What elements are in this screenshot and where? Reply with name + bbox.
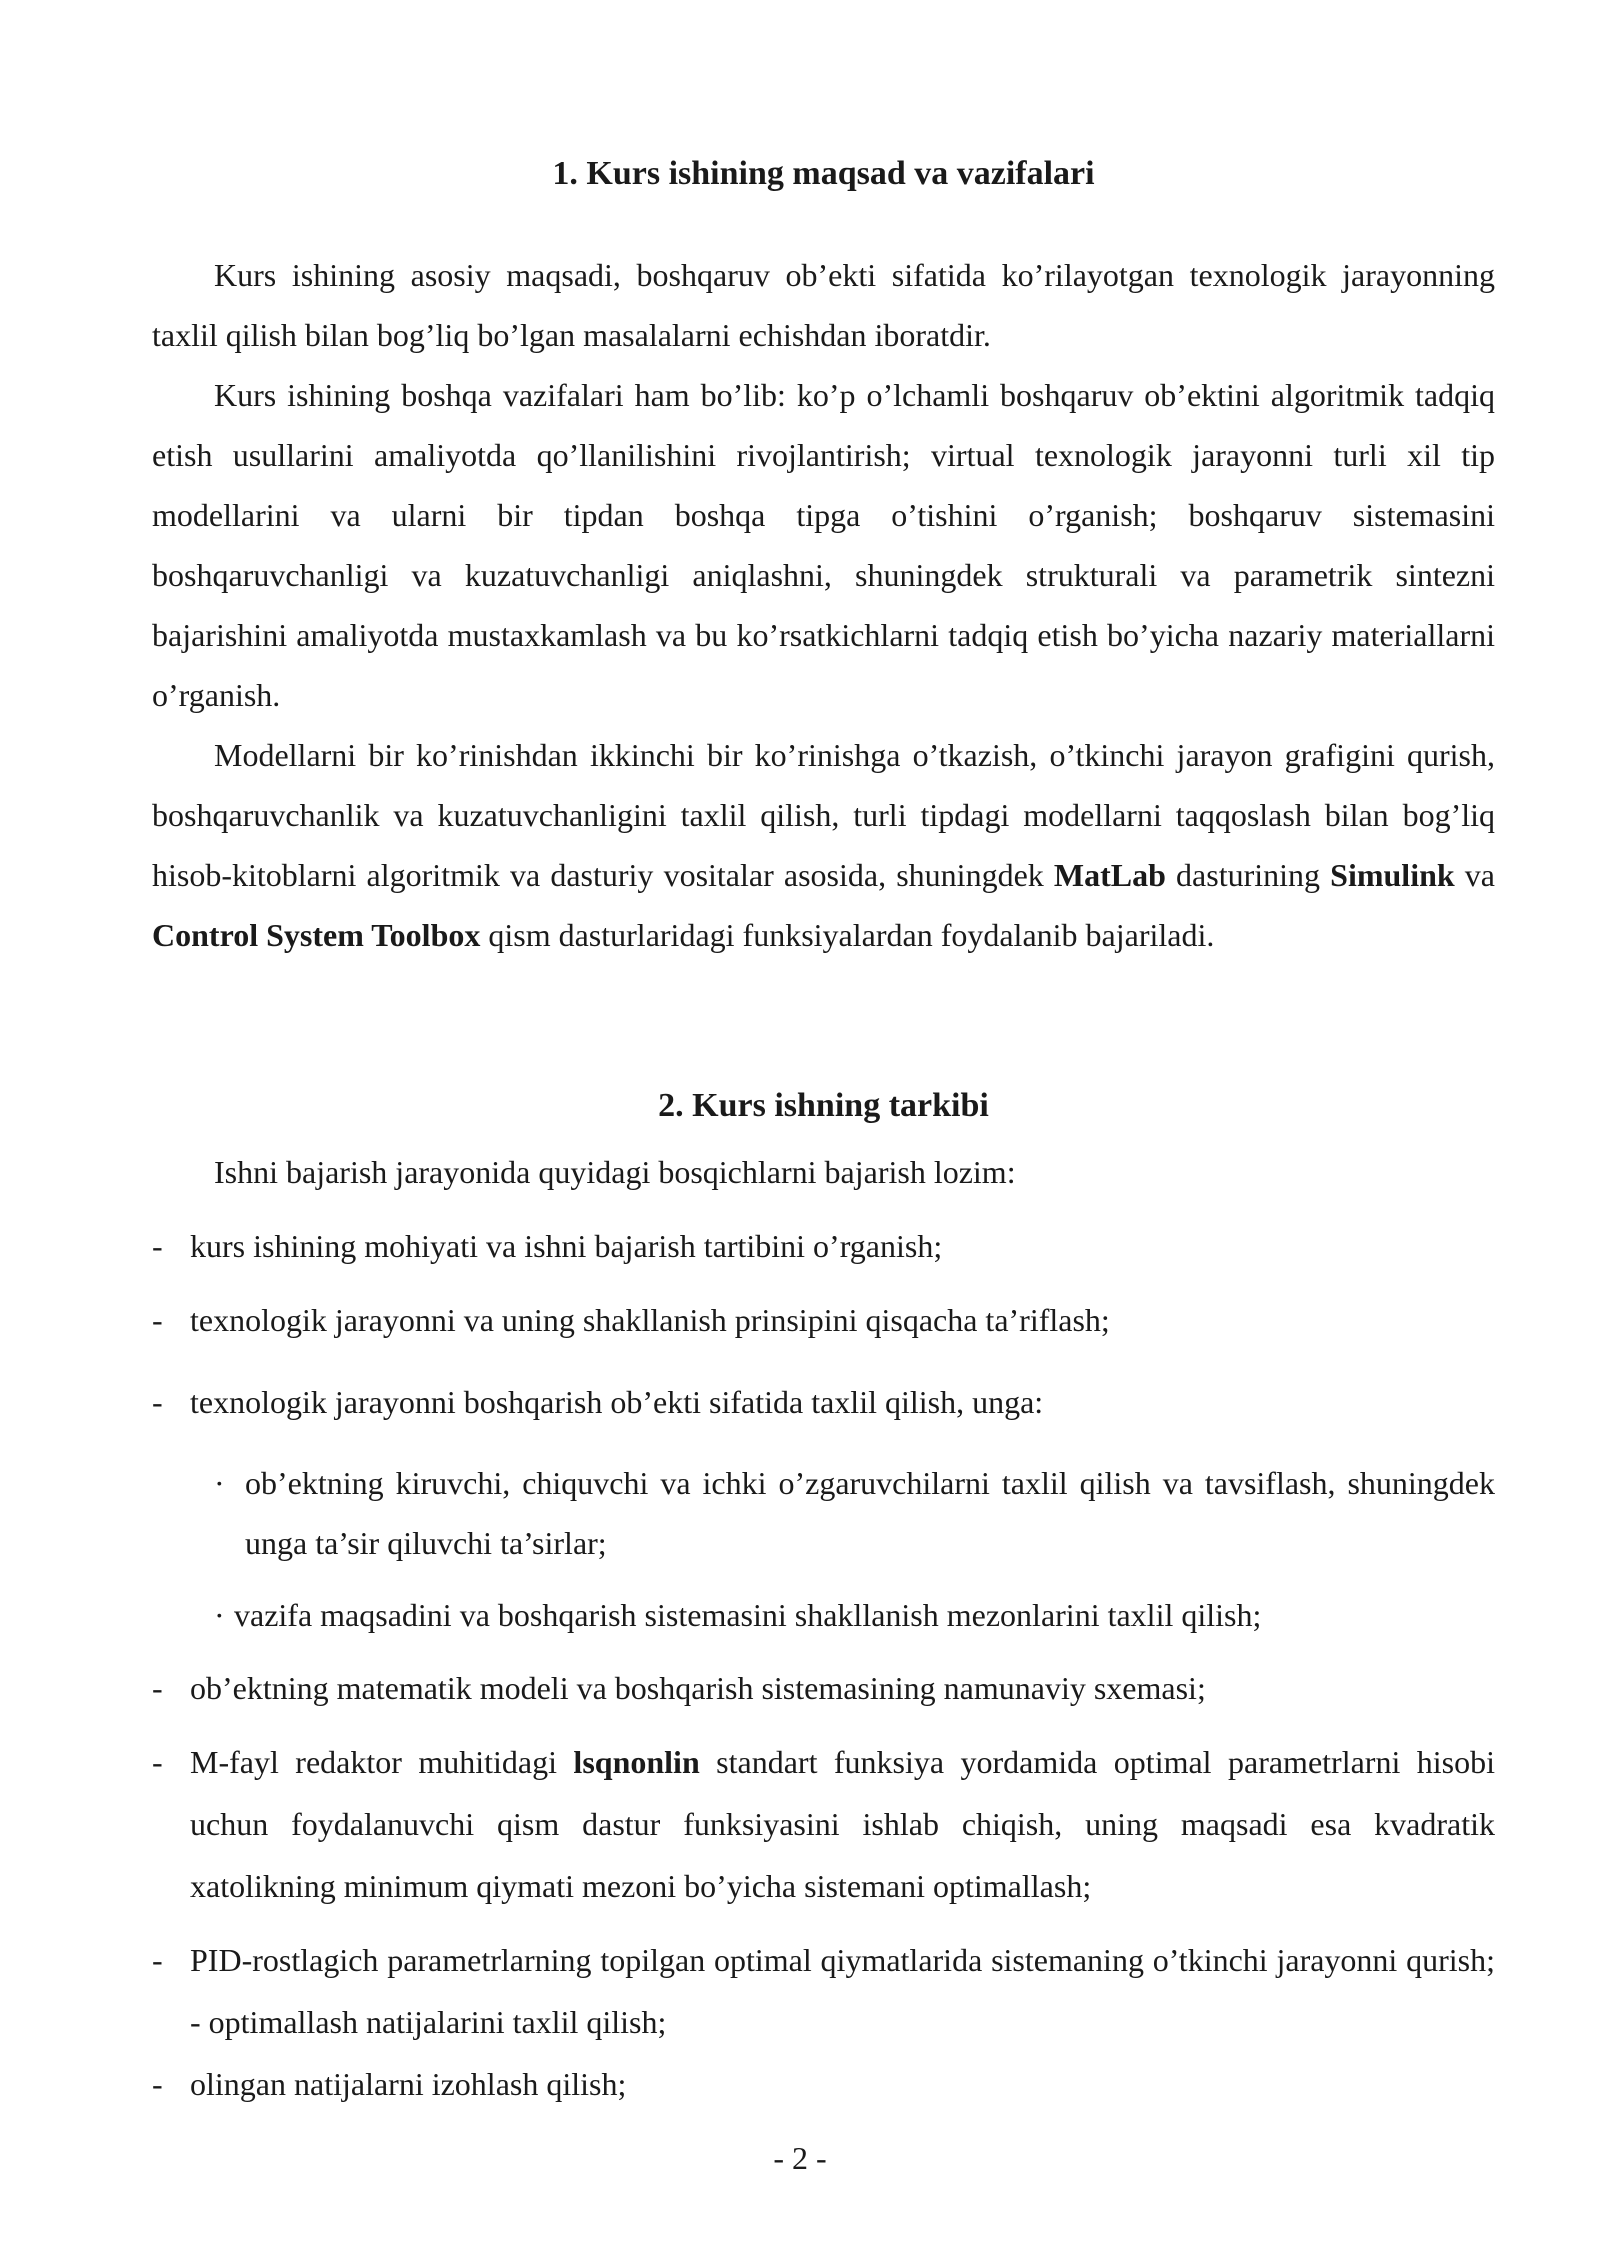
- section-2-heading: 2. Kurs ishning tarkibi: [658, 1087, 989, 1124]
- section-1-body: [152, 245, 1495, 965]
- paragraph-tasks: Kurs ishining boshqa vazifalari ham bo’lib: ko’p o’lchamli boshqaruv ob’ektini algoritmik tadqiq etish usullarini amaliyotda qo’llanilishini rivojlantirish; virtual texnologik jarayonni turli xil tip modellarini va ularni bir tipdan boshqa tipga o’tishini o’rganish; boshqaruv sistemasini boshqaruvchanligi va kuzatuvchanligi aniqlashni, shuningdek strukturali va parametrik sintezni bajarishini amaliyotda mustaxkamlash va bu ko’rsatkichlarni tadqiq etish bo’yicha nazariy materiallarni o’rganish.: [152, 377, 1495, 713]
- dash-bullet: -: [152, 1384, 163, 1420]
- lsqnonlin-term: lsqnonlin: [573, 1744, 700, 1780]
- list-item-text: olingan natijalarni izohlash qilish;: [190, 2066, 627, 2102]
- dash-bullet: -: [152, 1670, 163, 1706]
- sub-list-item-text: vazifa maqsadini va boshqarish sistemasini shakllanish mezonlarini taxlil qilish;: [234, 1597, 1262, 1633]
- dash-bullet: -: [152, 1228, 163, 1264]
- steps-list: [152, 1215, 1495, 2115]
- sub-list-item-text: ob’ektning kiruvchi, chiquvchi va ichki o’zgaruvchilarni taxlil qilish va tavsiflash, shuningdek unga ta’sir qiluvchi ta’sirlar;: [245, 1465, 1495, 1561]
- dash-bullet: -: [152, 2066, 163, 2102]
- list-item: [152, 2053, 1495, 2115]
- dash-bullet: -: [152, 1942, 163, 1978]
- item5-text-c: standart funksiya yordamida optimal parametrlarni hisobi uchun foydalanuvchi qism dastur funksiyasini ishlab chiqish, uning maqsadi esa kvadratik xatolikning minimum qiymati mezoni bo’yicha sistemani optimallash;: [190, 1744, 1496, 1904]
- control-toolbox-term: Control System Toolbox: [152, 917, 481, 953]
- list-item: [152, 1289, 1495, 1351]
- matlab-term: MatLab: [1053, 857, 1166, 893]
- dash-bullet: -: [152, 1744, 163, 1780]
- list-item: [152, 1731, 1495, 1917]
- tools-text-c: dasturining: [1165, 857, 1331, 893]
- dot-bullet: ·: [214, 1597, 225, 1633]
- tools-text-e: qism dasturlaridagi funksiyalardan foydalanib bajariladi.: [480, 917, 1215, 953]
- sub-list-item: [152, 1585, 1495, 1645]
- list-item: [152, 1657, 1495, 1719]
- tools-text-a: Modellarni bir ko’rinishdan ikkinchi bir ko’rinishga o’tkazish, o’tkinchi jarayon grafigini qurish, boshqaruvchanlik va kuzatuvchanligini taxlil qilish, turli tipdagi modellarni taqqoslash bilan bog’liq hisob-kitoblarni algoritmik va dasturiy vositalar asosida, shuningdek: [152, 737, 1495, 893]
- section-1-heading: 1. Kurs ishining maqsad va vazifalari: [552, 155, 1095, 192]
- list-item: [152, 1929, 1495, 2053]
- sub-list-item: [152, 1453, 1495, 1573]
- paragraph-purpose: Kurs ishining asosiy maqsadi, boshqaruv ob’ekti sifatida ko’rilayotgan texnologik jarayonning taxlil qilish bilan bog’liq bo’lgan masalalarni echishdan iboratdir.: [152, 257, 1495, 353]
- dash-bullet: -: [152, 1302, 163, 1338]
- list-item-text: texnologik jarayonni va uning shakllanish prinsipini qisqacha ta’riflash;: [190, 1302, 1110, 1338]
- item5-text-a: M-fayl redaktor muhitidagi: [190, 1744, 574, 1780]
- list-item-text: texnologik jarayonni boshqarish ob’ekti sifatida taxlil qilish, unga:: [190, 1384, 1044, 1420]
- list-item-text: PID-rostlagich parametrlarning topilgan optimal qiymatlarida sistemaning o’tkinchi jarayonni qurish; - optimallash natijalarini taxlil qilish;: [190, 1942, 1495, 2040]
- list-item-text: kurs ishining mohiyati va ishni bajarish tartibini o’rganish;: [190, 1228, 943, 1264]
- list-item: [152, 1371, 1495, 1433]
- list-item-text: ob’ektning matematik modeli va boshqarish sistemasining namunaviy sxemasi;: [190, 1670, 1206, 1706]
- page-number: - 2 -: [773, 2140, 827, 2176]
- simulink-term: Simulink: [1330, 857, 1455, 893]
- paragraph-tools: [152, 725, 1495, 965]
- dot-bullet: ·: [214, 1465, 225, 1501]
- list-item: [152, 1215, 1495, 1277]
- tools-text-d: va: [1454, 857, 1496, 893]
- list-item-text: [190, 1744, 1495, 1904]
- steps-intro: Ishni bajarish jarayonida quyidagi bosqichlarni bajarish lozim:: [214, 1154, 1016, 1190]
